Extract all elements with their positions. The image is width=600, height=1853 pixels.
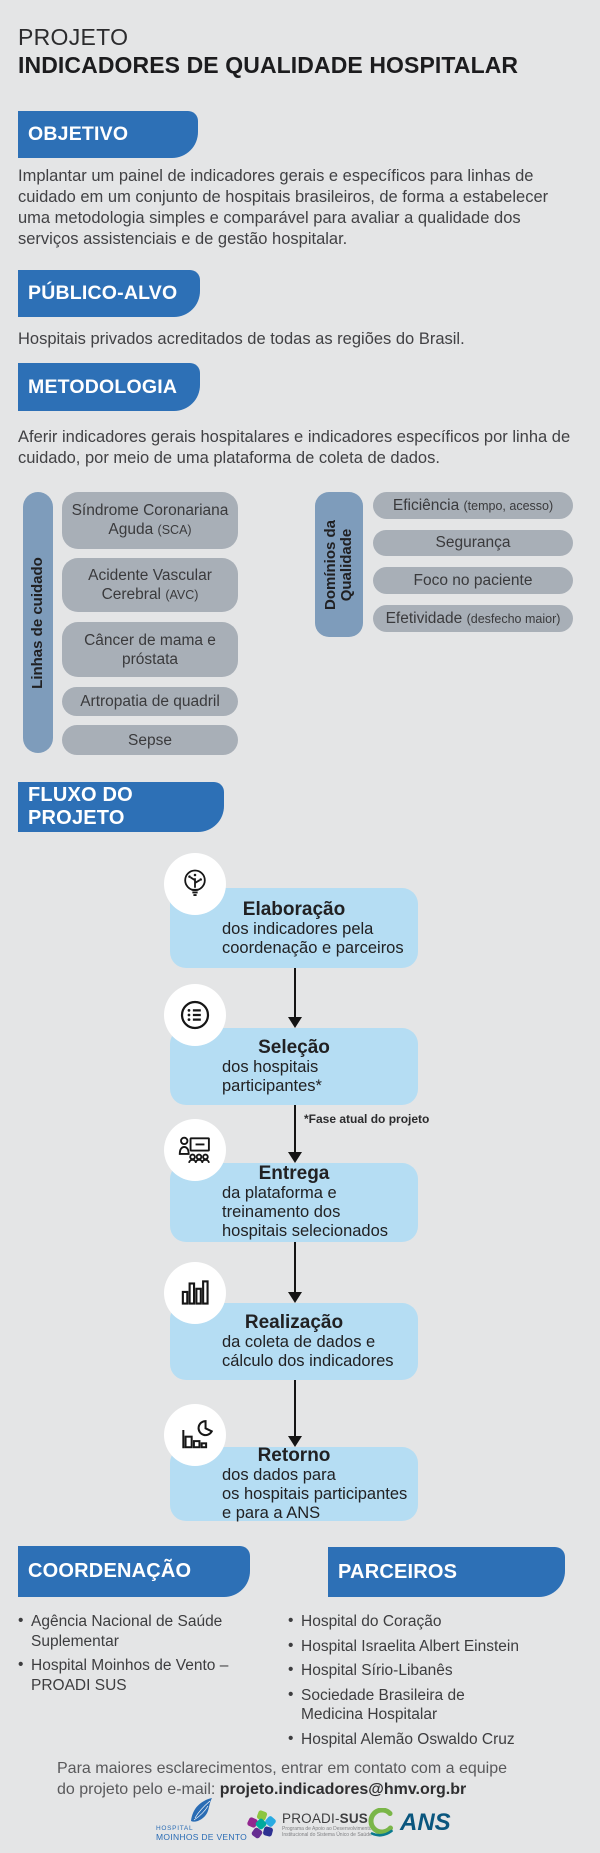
section-heading-parceiros: PARCEIROS <box>328 1547 565 1597</box>
flow-card-entrega: Entrega da plataforma e treinamento dos hospitais selecionados <box>170 1163 418 1242</box>
footer-contact-line1: Para maiores esclarecimentos, entrar em contato com a equipe <box>57 1760 507 1777</box>
quality-pill-eficiencia: Eficiência (tempo, acesso) <box>373 492 573 519</box>
list-item: • Agência Nacional de Saúde Suplementar <box>18 1612 263 1651</box>
care-line-pill-sca: Síndrome Coronariana Aguda (SCA) <box>62 492 238 549</box>
page-title: INDICADORES DE QUALIDADE HOSPITALAR <box>18 52 519 78</box>
care-line-pill-sepse: Sepse <box>62 725 238 755</box>
hmv-sail-icon <box>188 1797 214 1824</box>
current-phase-note: *Fase atual do projeto <box>304 1112 430 1126</box>
ans-logo: ANS <box>364 1808 451 1838</box>
care-line-pill-cancer: Câncer de mama e próstata <box>62 622 238 677</box>
care-line-pill-artropatia: Artropatia de quadril <box>62 687 238 716</box>
flow-card-realizacao: Realização da coleta de dados e cálculo dos indicadores <box>170 1303 418 1380</box>
flow-step-circle <box>164 1404 226 1466</box>
coordenacao-list <box>18 1612 263 1700</box>
publico-alvo-text: Hospitais privados acreditados de todas as regiões do Brasil. <box>18 330 465 348</box>
contact-email: projeto.indicadores@hmv.org.br <box>219 1781 467 1798</box>
flow-arrow <box>288 1380 302 1447</box>
section-heading-objetivo: OBJETIVO <box>18 111 198 158</box>
objetivo-text: Implantar um painel de indicadores gerais e específicos para linhas de cuidado em um conjunto de hospitais brasileiros, de forma a estabelecer uma metodologia simples e comparável para avaliar a qualidade dos serviços assistenciais e de gestão hospitalar. <box>18 167 549 248</box>
bar-chart-icon <box>176 1274 214 1312</box>
list-item: • Hospital do Coração <box>288 1612 580 1632</box>
flow-arrow <box>288 968 302 1028</box>
flow-card-elaboracao: Elaboração dos indicadores pela coordenação e parceiros <box>170 888 418 968</box>
data-return-chart-icon <box>175 1415 215 1455</box>
list-item: • Hospital Israelita Albert Einstein <box>288 1637 580 1657</box>
list-item: • Hospital Alemão Oswaldo Cruz <box>288 1730 580 1750</box>
flow-card-retorno: Retorno dos dados para os hospitais participantes e para a ANS <box>170 1447 418 1521</box>
section-heading-coordenacao: COORDENAÇÃO <box>18 1546 250 1597</box>
list-item: • Sociedade Brasileira de Medicina Hospitalar <box>288 1686 531 1725</box>
metodologia-text: Aferir indicadores gerais hospitalares e indicadores específicos por linha de cuidado, por meio de uma plataforma de coleta de dados. <box>18 428 571 467</box>
project-kicker: PROJETO <box>18 24 129 50</box>
idea-lightbulb-icon <box>176 865 214 903</box>
parceiros-list <box>288 1612 580 1754</box>
flow-step-circle <box>164 1262 226 1324</box>
flow-step-circle <box>164 1119 226 1181</box>
flow-step-circle <box>164 853 226 915</box>
flow-arrow <box>288 1242 302 1303</box>
quality-pill-foco-paciente: Foco no paciente <box>373 567 573 594</box>
proadi-sus-logo: PROADI-SUS Programa de Apoio ao Desenvolvimento Institucional do Sistema Único de Saúde <box>246 1809 372 1840</box>
list-item: • Hospital Sírio-Libanês <box>288 1661 580 1681</box>
ans-crescent-icon <box>364 1808 396 1838</box>
section-heading-publico-alvo: PÚBLICO-ALVO <box>18 270 200 317</box>
hmv-logo: HOSPITAL MOINHOS DE VENTO <box>156 1797 256 1842</box>
care-lines-label: Linhas de cuidado <box>29 556 46 689</box>
footer-contact-line2: do projeto pelo e-mail: projeto.indicadores@hmv.org.br <box>57 1781 467 1798</box>
flow-card-selecao: Seleção dos hospitais participantes* <box>170 1028 418 1105</box>
flow-arrow <box>288 1105 302 1163</box>
section-heading-metodologia: METODOLOGIA <box>18 363 200 411</box>
care-lines-label-bar <box>23 492 53 753</box>
quality-domains-label-bar <box>315 492 363 637</box>
quality-pill-efetividade: Efetividade (desfecho maior) <box>373 605 573 632</box>
quality-pill-seguranca: Segurança <box>373 530 573 556</box>
training-presentation-icon <box>175 1130 215 1170</box>
care-line-pill-avc: Acidente Vascular Cerebral (AVC) <box>62 558 238 612</box>
list-item: • Hospital Moinhos de Vento – PROADI SUS <box>18 1656 263 1695</box>
proadi-flower-icon <box>246 1809 277 1840</box>
flow-step-circle <box>164 984 226 1046</box>
quality-domains-label: Domínios da Qualidade <box>322 519 356 610</box>
section-heading-fluxo: FLUXO DO PROJETO <box>18 782 224 832</box>
selection-list-icon <box>176 996 214 1034</box>
